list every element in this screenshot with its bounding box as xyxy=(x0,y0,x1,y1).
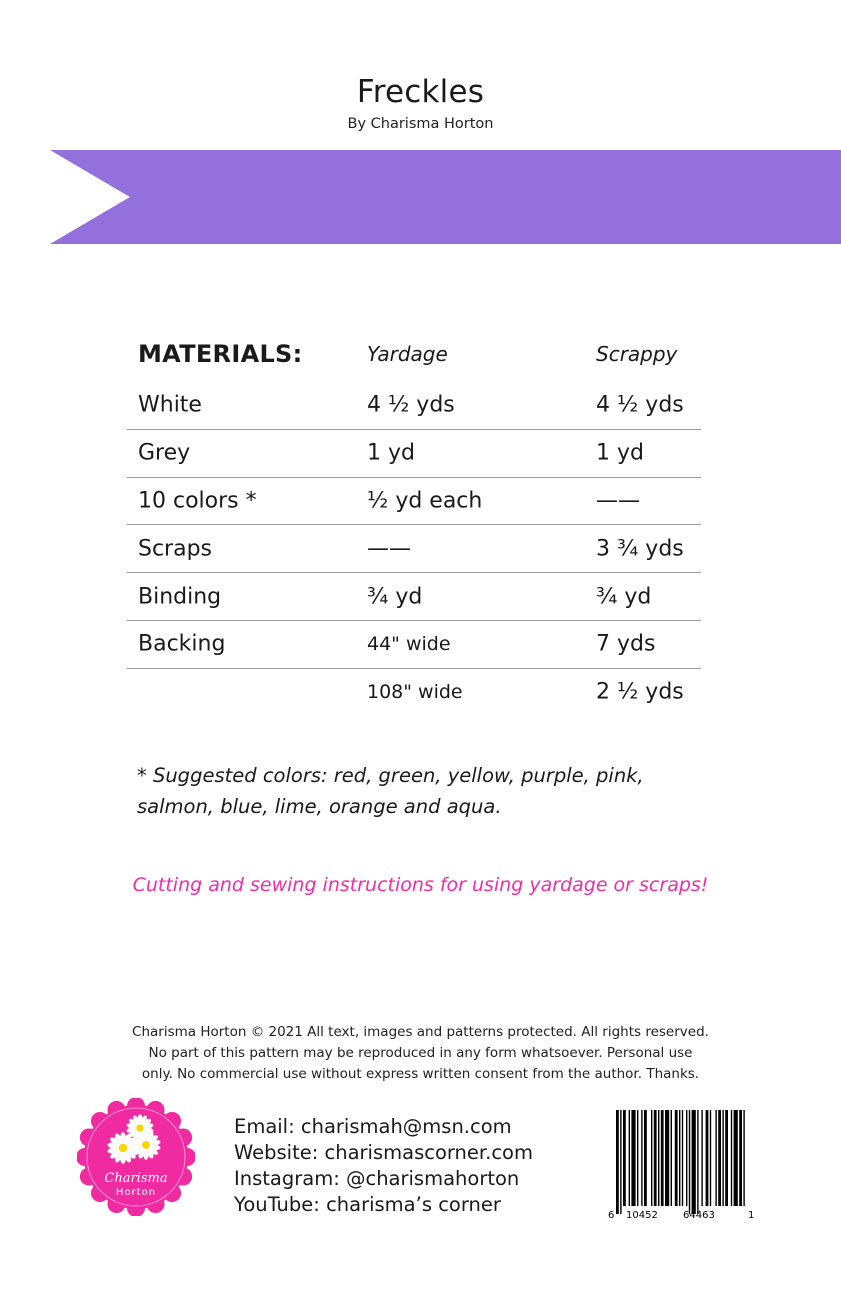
youtube-text: YouTube: charisma’s corner xyxy=(234,1193,501,1216)
scrappy-amount: ¾ yd xyxy=(596,584,652,610)
logo-text-surname: Horton xyxy=(115,1187,157,1198)
materials-row xyxy=(127,573,701,621)
material-name: Scraps xyxy=(138,536,213,562)
yardage-amount: 44" wide xyxy=(367,633,451,656)
yardage-amount: 4 ½ yds xyxy=(367,392,455,418)
instructions-tagline: Cutting and sewing instructions for using yardage or scraps! xyxy=(132,874,709,896)
charisma-horton-logo xyxy=(77,1098,195,1216)
copyright-line: only. No commercial use without express written consent from the author. Thanks. xyxy=(141,1066,700,1082)
materials-row xyxy=(127,669,701,716)
materials-header-row xyxy=(127,325,701,382)
material-name: Backing xyxy=(138,631,226,657)
barcode-digit: 6 xyxy=(608,1210,615,1220)
scrappy-amount: 3 ¾ yds xyxy=(596,536,684,562)
materials-table xyxy=(127,325,701,716)
suggested-colors-note xyxy=(137,760,757,822)
yardage-amount: 1 yd xyxy=(367,440,415,466)
material-name: 10 colors * xyxy=(138,488,257,514)
material-name: White xyxy=(138,392,202,418)
instagram-text: Instagram: @charismahorton xyxy=(234,1167,520,1190)
barcode-digits: 64463 xyxy=(683,1210,715,1220)
barcode-digit: 1 xyxy=(748,1210,755,1220)
materials-row xyxy=(127,430,701,478)
author-byline: By Charisma Horton xyxy=(347,116,494,132)
materials-row xyxy=(127,621,701,669)
materials-heading: MATERIALS: xyxy=(138,339,303,368)
scrappy-amount: 4 ½ yds xyxy=(596,392,684,418)
yardage-amount: ¾ yd xyxy=(367,584,423,610)
upc-barcode xyxy=(604,1108,756,1220)
email-text: Email: charismah@msn.com xyxy=(234,1115,512,1138)
material-name: Binding xyxy=(138,584,222,610)
purple-banner xyxy=(50,150,841,244)
yardage-amount: ½ yd each xyxy=(367,488,483,514)
contact-info xyxy=(234,1114,533,1218)
logo-text-name: Charisma xyxy=(104,1171,168,1186)
website-text: Website: charismascorner.com xyxy=(234,1141,533,1164)
materials-row xyxy=(127,525,701,573)
scrappy-column-header: Scrappy xyxy=(596,341,678,366)
materials-row xyxy=(127,382,701,430)
note-line: salmon, blue, lime, orange and aqua. xyxy=(137,795,502,818)
materials-row xyxy=(127,478,701,526)
copyright-line: Charisma Horton © 2021 All text, images and patterns protected. All rights reserved. xyxy=(132,1024,709,1040)
note-line: * Suggested colors: red, green, yellow, purple, pink, xyxy=(137,764,644,787)
copyright-line: No part of this pattern may be reproduced in any form whatsoever. Personal use xyxy=(148,1045,693,1061)
copyright-notice xyxy=(0,1022,841,1085)
scrappy-amount: 1 yd xyxy=(596,440,644,466)
page-title: Freckles xyxy=(356,74,485,110)
yardage-column-header: Yardage xyxy=(367,341,448,366)
barcode-digits: 10452 xyxy=(626,1210,658,1220)
scrappy-amount: 7 yds xyxy=(596,631,656,657)
scrappy-amount: —— xyxy=(596,488,640,514)
yardage-amount: —— xyxy=(367,536,411,562)
material-name: Grey xyxy=(138,440,191,466)
scrappy-amount: 2 ½ yds xyxy=(596,679,684,705)
yardage-amount: 108" wide xyxy=(367,681,463,704)
